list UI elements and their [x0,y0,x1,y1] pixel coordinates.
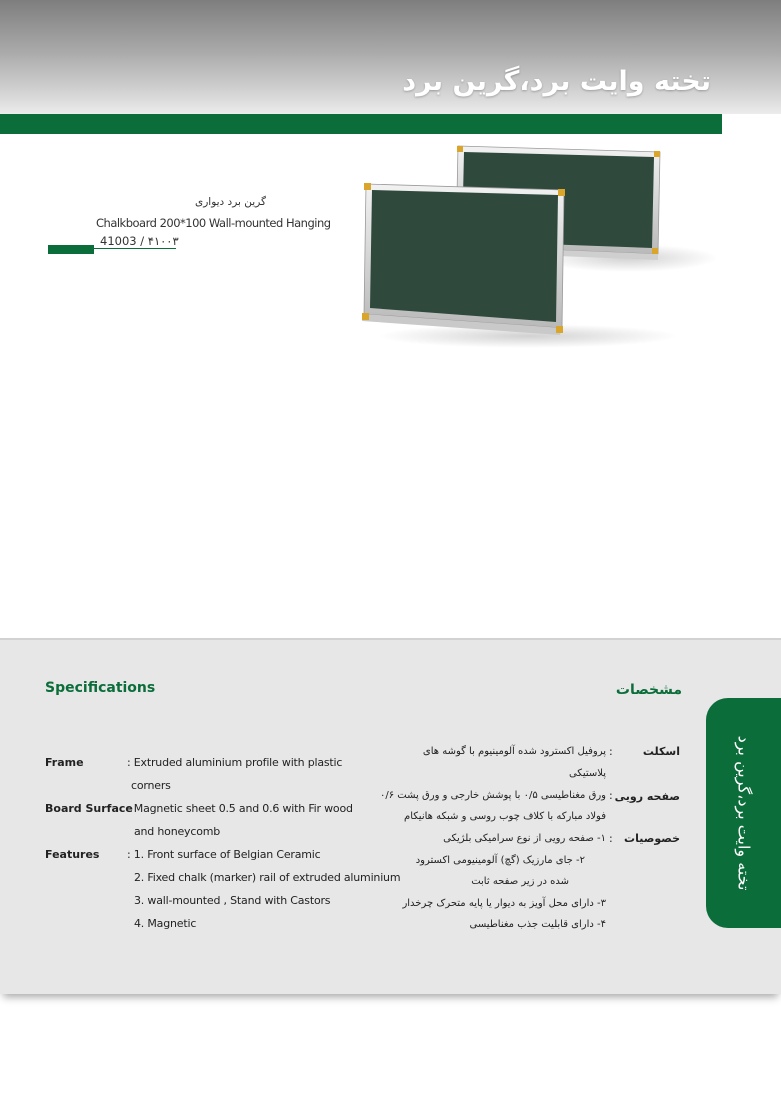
specifications-panel [0,638,781,994]
colon: : [609,789,613,802]
frame-line: corners [131,779,171,792]
frame-line: : Extruded aluminium profile with plastic [127,756,343,769]
board-surface-label-fa: صفحه رویی [614,790,680,803]
frame-line-fa: پروفیل اکسترود شده آلومینیوم با گوشه های [422,746,606,757]
features-label-fa: خصوصیات [624,832,680,845]
features-line-fa: شده در زیر صفحه ثابت [471,876,569,887]
features-line: 4. Magnetic [134,917,197,930]
header-band [0,0,781,114]
chalkboard-product-image [338,138,718,348]
features-line: 2. Fixed chalk (marker) rail of extruded aluminium [134,871,401,884]
features-line-fa: ۲- جای مارزیک (گچ) آلومینیومی اکسترود [415,855,585,866]
features-line: : 1. Front surface of Belgian Ceramic [127,848,321,861]
colon: : [609,832,613,845]
features-line-fa: ۳- دارای محل آویز به دیوار یا پایه متحرک چرخدار [402,898,606,909]
board-surface-line: and honeycomb [134,825,221,838]
side-section-tab [706,698,781,928]
product-name-fa: گرین برد دیواری [194,196,266,208]
features-label: Features [45,848,100,861]
header-green-stripe [0,114,722,134]
page-title: تخته وایت برد،گرین برد [402,66,711,97]
frame-label: Frame [45,756,84,769]
frame-line-fa: پلاستیکی [568,768,606,779]
colon: : [609,745,613,758]
specifications-title-fa: مشخصات [615,682,682,698]
features-line-fa: ۱- صفحه رویی از نوع سرامیکی بلژیکی [443,833,606,844]
features-line: 3. wall-mounted , Stand with Castors [134,894,331,907]
features-line-fa: ۴- دارای قابلیت جذب مغناطیسی [469,919,606,930]
product-code: 41003 / ۴۱۰۰۳ [100,234,179,248]
board-surface-label: Board Surface [45,802,133,815]
board-surface-line-fa: فولاد مبارکه با کلاف چوب روسی و شبکه هانیکام [404,811,606,822]
side-tab-label: تخته وایت برد،گرین برد [734,735,753,891]
caption-accent-bar [48,245,94,254]
front-board [362,183,565,335]
product-name-en: Chalkboard 200*100 Wall-mounted Hanging [96,216,331,230]
board-surface-line-fa: ورق مغناطیسی ۰/۵ با پوشش خارجی و ورق پشت ۰/۶ [379,790,606,801]
specifications-title-en: Specifications [45,680,156,696]
frame-label-fa: اسکلت [642,745,680,758]
board-surface-line: : Magnetic sheet 0.5 and 0.6 with Fir wood [127,802,353,815]
